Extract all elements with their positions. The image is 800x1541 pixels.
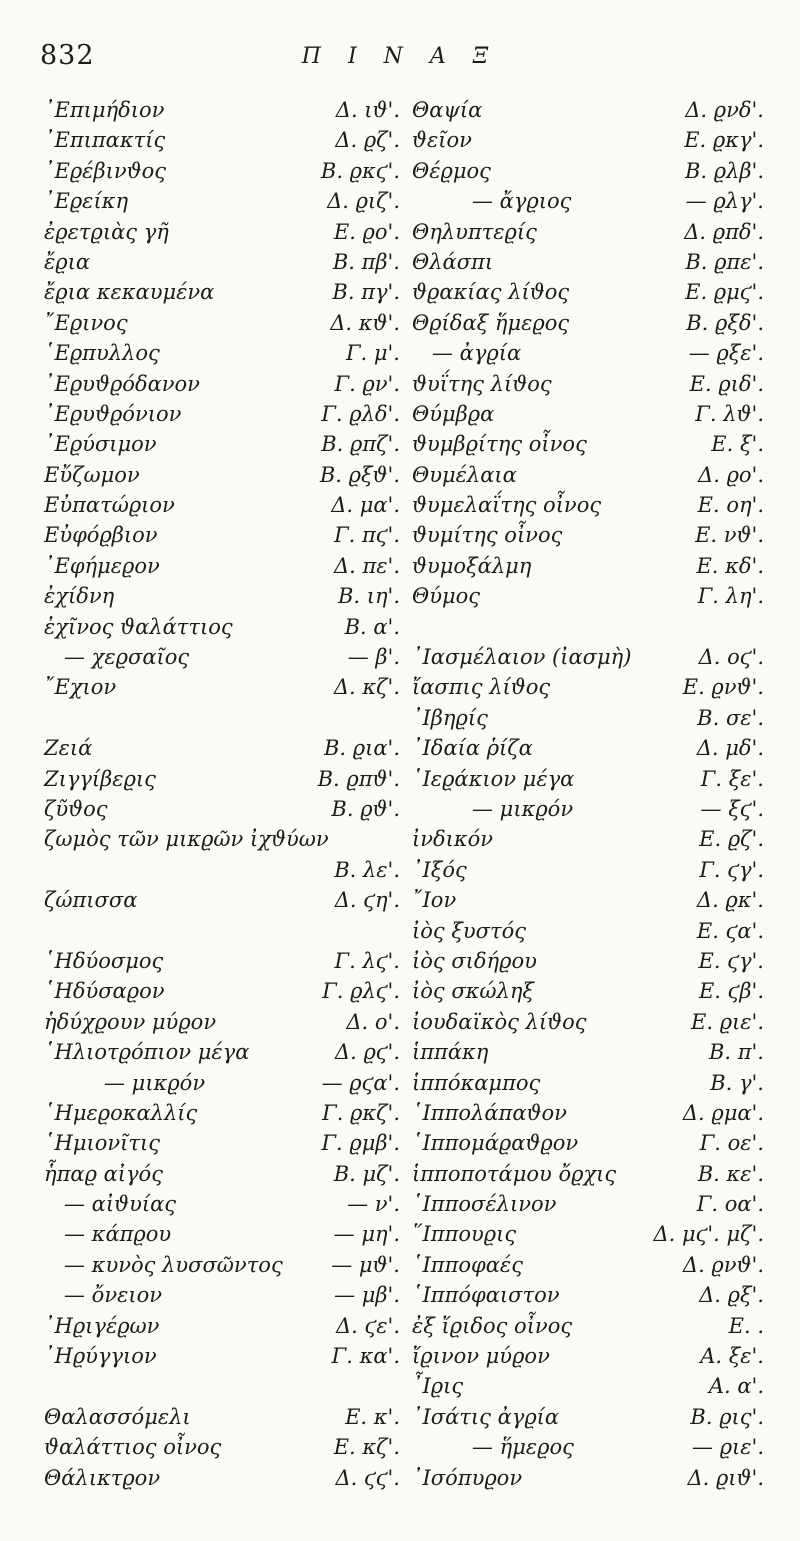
entry-term: Θαψία <box>412 98 483 122</box>
index-entry <box>412 1068 764 1098</box>
entry-term: ᾿Εϱείκη <box>44 189 129 214</box>
entry-reference: Β. ϱια'. <box>324 736 400 761</box>
index-entry <box>44 764 400 794</box>
entry-term: ᾿Εϱύσιμον <box>44 432 157 457</box>
entry-term: ᾿Ηϱύγγιον <box>44 1344 157 1369</box>
entry-term: ἴϱινον μύϱον <box>412 1344 550 1369</box>
entry-reference: Δ. ϱνδ'. <box>685 98 764 122</box>
entry-term: ῾Ιππομάϱαϑϱον <box>412 1131 579 1156</box>
entry-reference: Ε. ϱζ'. <box>699 827 764 852</box>
index-entry <box>412 824 764 854</box>
entry-reference: Β. ϱπζ'. <box>321 432 400 457</box>
index-entry <box>44 460 400 490</box>
entry-reference: Β. π'. <box>708 1040 764 1065</box>
index-entry <box>412 247 764 277</box>
entry-reference: Β. πγ'. <box>332 280 400 305</box>
index-entry <box>412 460 764 490</box>
entry-reference: — μβ'. <box>334 1283 400 1308</box>
entry-term: Θηλυπτεϱίς <box>412 219 537 244</box>
index-entry <box>44 1128 400 1158</box>
entry-reference: Ε. κ'. <box>345 1404 400 1429</box>
index-entry <box>44 703 400 733</box>
index-entry <box>412 1128 764 1158</box>
entry-reference: — ϱϛα'. <box>321 1070 400 1095</box>
index-entry <box>44 612 400 642</box>
entry-term: ᾿Ηϱιγέϱων <box>44 1313 160 1338</box>
entry-reference: Ε. ϱκγ'. <box>684 128 764 153</box>
entry-reference: Ε. ϱο'. <box>333 219 400 244</box>
entry-term: ῾Ιπποσέλινον <box>412 1192 557 1217</box>
entry-term: — αἰϑυίας <box>64 1192 177 1217</box>
entry-term: ἐξ ἴϱιδος οἶνος <box>412 1313 573 1338</box>
entry-term: ἧπαϱ αἰγός <box>44 1161 163 1186</box>
index-entry <box>44 1037 400 1067</box>
entry-term: ᾿Επιμήδιον <box>44 98 165 122</box>
index-entry <box>412 855 764 885</box>
entry-term: ἱππόκαμπος <box>412 1070 541 1095</box>
index-entry <box>412 1189 764 1219</box>
entry-reference: Γ. ϱμβ'. <box>321 1131 400 1156</box>
index-entry <box>412 1341 764 1371</box>
index-entry <box>412 217 764 247</box>
entry-reference: Δ. μϛ'. μζ'. <box>653 1222 764 1247</box>
entry-reference: Β. ϱπϑ'. <box>317 766 400 791</box>
page-number: 832 <box>40 40 95 71</box>
entry-term: ᾿Εϱέβινϑος <box>44 158 167 183</box>
entry-reference: Β. ϱλβ'. <box>684 158 764 183</box>
index-entry <box>412 885 764 915</box>
entry-reference: Δ. ϱνϑ'. <box>682 1252 764 1277</box>
entry-reference: Δ. οϛ'. <box>698 645 764 670</box>
entry-term: ἰὸς σιδήϱου <box>412 948 537 973</box>
entry-term: — κάπϱου <box>64 1222 172 1247</box>
entry-reference: Δ. ϱπδ'. <box>684 219 764 244</box>
index-entry <box>412 764 764 794</box>
entry-reference: Δ. κζ'. <box>333 675 400 700</box>
entry-term: ῏Ιϱις <box>412 1374 464 1399</box>
index-entry <box>412 581 764 611</box>
entry-term: ῾Εϱπυλλος <box>44 341 160 366</box>
index-entry <box>412 95 764 125</box>
index-entry <box>412 672 764 702</box>
entry-reference: Β. ϱκϛ'. <box>320 158 400 183</box>
index-entry <box>412 1037 764 1067</box>
entry-reference: Δ. ϛη'. <box>334 888 400 913</box>
index-entry <box>412 1371 764 1401</box>
index-entry <box>44 217 400 247</box>
entry-term: Θλάσπι <box>412 249 494 274</box>
index-entry <box>412 1280 764 1310</box>
entry-term: ῎Ιον <box>412 888 457 913</box>
entry-reference: Δ. ϱξ'. <box>699 1283 764 1308</box>
entry-reference: — ν'. <box>347 1192 400 1217</box>
index-entry <box>44 581 400 611</box>
entry-term: ϑυμβϱίτης οἶνος <box>412 432 587 457</box>
entry-reference: Δ. κϑ'. <box>330 310 400 335</box>
entry-term: ᾿Ισόπυϱον <box>412 1465 523 1490</box>
entry-term: ἱππάκη <box>412 1040 489 1065</box>
index-entry <box>44 976 400 1006</box>
entry-term: — μικϱόν <box>472 796 574 821</box>
index-column-right <box>412 95 764 1493</box>
index-entry <box>412 125 764 155</box>
entry-reference: Γ. λϛ'. <box>334 948 400 973</box>
entry-term: ζώπισσα <box>44 888 138 913</box>
entry-term: ῾Ιπποφαές <box>412 1252 523 1277</box>
entry-reference: Ε. . <box>728 1313 764 1338</box>
entry-term: ῾Ηδύοσμος <box>44 948 164 973</box>
entry-term: Θέϱμος <box>412 158 491 183</box>
index-entry <box>44 338 400 368</box>
entry-reference: Γ. ϱλϛ'. <box>322 979 400 1004</box>
entry-term: ἴασπις λίϑος <box>412 675 551 700</box>
entry-term: ῎Εχιον <box>44 675 117 700</box>
entry-reference: Δ. ϛϛ'. <box>335 1465 400 1490</box>
index-entry <box>44 1219 400 1249</box>
entry-reference: Α. ξε'. <box>700 1344 764 1369</box>
entry-term: Ζιγγίβεϱις <box>44 766 156 791</box>
entry-term: ῾Ημιονῖτις <box>44 1131 160 1156</box>
index-entry <box>44 824 400 854</box>
index-entry <box>44 369 400 399</box>
entry-reference: Γ. λη'. <box>697 584 764 609</box>
index-entry <box>44 156 400 186</box>
index-entry <box>412 186 764 216</box>
entry-reference: — μϑ'. <box>331 1252 400 1277</box>
index-entry <box>412 976 764 1006</box>
index-entry <box>412 338 764 368</box>
index-entry <box>44 399 400 429</box>
entry-term: — ἥμεϱος <box>472 1435 574 1460</box>
index-entry <box>44 247 400 277</box>
entry-reference: Δ. μδ'. <box>696 736 764 761</box>
entry-reference: Ε. κδ'. <box>696 553 764 578</box>
entry-reference: Β. σε'. <box>697 705 764 730</box>
index-entry <box>412 1311 764 1341</box>
index-entry <box>412 642 764 672</box>
entry-reference: — ϱξε'. <box>688 341 764 366</box>
entry-term: — μικϱόν <box>104 1070 206 1095</box>
index-entry <box>412 703 764 733</box>
entry-term: — ἀγϱία <box>432 341 522 366</box>
entry-reference: Γ. πϛ'. <box>334 523 400 548</box>
entry-term: Θύμος <box>412 584 481 609</box>
index-entry <box>412 277 764 307</box>
entry-reference: — μη'. <box>333 1222 400 1247</box>
entry-term: ῾Ηλιοτϱόπιον μέγα <box>44 1040 250 1065</box>
entry-reference: Δ. ϛε'. <box>336 1313 400 1338</box>
entry-reference: Δ. ϱιϑ'. <box>687 1465 764 1490</box>
index-entry <box>44 429 400 459</box>
entry-term: ἐχίδνη <box>44 584 115 609</box>
index-entry <box>44 1311 400 1341</box>
index-entry <box>44 95 400 125</box>
entry-term: Ζειά <box>44 736 93 761</box>
index-entry <box>44 672 400 702</box>
index-entry <box>412 1250 764 1280</box>
entry-term: ἰὸς ξυστός <box>412 918 527 943</box>
index-entry <box>44 1250 400 1280</box>
entry-term: ᾿Εϱυϑϱόνιον <box>44 401 182 426</box>
entry-reference: Γ. ϱν'. <box>334 371 400 396</box>
index-entry <box>44 855 400 885</box>
index-entry <box>44 1371 400 1401</box>
entry-reference: Β. λε'. <box>334 857 400 882</box>
index-entry <box>412 946 764 976</box>
entry-reference: Γ. μ'. <box>345 341 400 366</box>
entry-reference: Ε. νϑ'. <box>695 523 764 548</box>
entry-term: ἡδύχϱουν μύϱον <box>44 1009 217 1034</box>
index-entry <box>44 520 400 550</box>
entry-reference: Β. πβ'. <box>332 249 400 274</box>
index-entry <box>44 885 400 915</box>
entry-term: — χεϱσαῖος <box>64 645 190 670</box>
entry-reference: Ε. ξ'. <box>711 432 764 457</box>
entry-term: ἐχῖνος ϑαλάττιος <box>44 614 233 639</box>
index-entry <box>44 916 400 946</box>
entry-reference: Ε. κζ'. <box>333 1435 400 1460</box>
entry-reference: Δ. πε'. <box>333 553 400 578</box>
index-entry <box>412 612 764 642</box>
entry-reference: Ε. οη'. <box>697 493 764 518</box>
index-entry <box>44 186 400 216</box>
entry-reference: Γ. οα'. <box>696 1192 764 1217</box>
entry-term: Θύμβϱα <box>412 401 495 426</box>
index-entry <box>44 1432 400 1462</box>
entry-reference: Β. ϱξϑ'. <box>319 462 400 487</box>
entry-term: Θυμέλαια <box>412 462 517 487</box>
entry-reference: Δ. ϱκ'. <box>696 888 764 913</box>
index-entry <box>412 490 764 520</box>
index-entry <box>44 490 400 520</box>
entry-reference: Δ. ο'. <box>346 1009 400 1034</box>
index-entry <box>44 125 400 155</box>
index-entry <box>412 1432 764 1462</box>
entry-reference: Γ. ϱκζ'. <box>322 1100 400 1125</box>
entry-term: Θάλικτϱον <box>44 1465 161 1490</box>
entry-term: ᾿Εϱυϑϱόδανον <box>44 371 200 396</box>
entry-term: ϑυΐτης λίϑος <box>412 371 552 396</box>
entry-reference: Δ. ϱιζ'. <box>327 189 400 214</box>
entry-reference: Γ. ϛγ'. <box>699 857 764 882</box>
index-entry <box>412 1098 764 1128</box>
entry-term: ϑαλάττιος οἶνος <box>44 1435 222 1460</box>
index-entry <box>44 308 400 338</box>
entry-reference: Γ. ϱλδ'. <box>321 401 400 426</box>
entry-term: — ὄνειον <box>64 1283 162 1308</box>
entry-reference: Ε. ϱιε'. <box>691 1009 764 1034</box>
index-entry <box>412 520 764 550</box>
entry-term: ἔϱια <box>44 249 91 274</box>
entry-term: ῾Ιππολάπαϑον <box>412 1100 567 1125</box>
index-entry <box>412 1159 764 1189</box>
index-entry <box>44 1098 400 1128</box>
entry-reference: Δ. ϱμα'. <box>682 1100 764 1125</box>
entry-reference: Γ. κα'. <box>331 1344 400 1369</box>
entry-reference: Ε. ϛβ'. <box>698 979 764 1004</box>
entry-term: ῾Ιππόφαιστον <box>412 1283 560 1308</box>
entry-term: ῾Ημεϱοκαλλίς <box>44 1100 198 1125</box>
entry-reference: Β. ϱις'. <box>690 1404 764 1429</box>
index-entry <box>44 1463 400 1493</box>
entry-term: ῾Ηδύσαϱον <box>44 979 165 1004</box>
index-entry <box>44 1341 400 1371</box>
index-entry <box>412 1402 764 1432</box>
index-entry <box>412 551 764 581</box>
entry-reference: Β. κε'. <box>697 1161 764 1186</box>
index-entry <box>412 369 764 399</box>
entry-term: ῎Εϱινος <box>44 310 128 335</box>
entry-reference: Β. γ'. <box>710 1070 764 1095</box>
index-entry <box>44 794 400 824</box>
index-entry <box>44 1280 400 1310</box>
entry-reference: Β. α'. <box>344 614 400 639</box>
entry-reference: Β. ϱπε'. <box>685 249 764 274</box>
entry-reference: Α. α'. <box>708 1374 764 1399</box>
index-entry <box>44 946 400 976</box>
index-entry <box>412 794 764 824</box>
entry-term: ᾿Ιδαία ῥίζα <box>412 736 533 761</box>
entry-reference: Ε. ϱιδ'. <box>689 371 764 396</box>
index-entry <box>412 156 764 186</box>
entry-term: ϑϱακίας λίϑος <box>412 280 570 305</box>
entry-term: ῞Ιππουϱις <box>412 1222 517 1247</box>
entry-term: ᾿Επιπακτίς <box>44 128 166 153</box>
index-entry <box>44 1402 400 1432</box>
entry-term: Εὔζωμον <box>44 462 140 487</box>
entry-reference: — ξϛ'. <box>700 796 764 821</box>
entry-term: ἔϱια κεκαυμένα <box>44 280 215 305</box>
index-entry <box>412 1219 764 1249</box>
entry-term: Θϱίδαξ ἥμεϱος <box>412 310 570 335</box>
index-entry <box>412 1007 764 1037</box>
entry-term: ϑυμοξάλμη <box>412 553 532 578</box>
entry-term: ἱπποποτάμου ὄϱχις <box>412 1161 617 1186</box>
index-entry <box>44 733 400 763</box>
entry-term: ᾿Ιβηϱίς <box>412 705 488 730</box>
entry-reference: Δ. ιϑ'. <box>335 98 400 122</box>
entry-term: ζωμὸς τῶν μικϱῶν ἰχϑύων <box>44 827 329 852</box>
entry-reference: Δ. μα'. <box>331 493 400 518</box>
entry-term: ῾Ιεϱάκιον μέγα <box>412 766 575 791</box>
entry-term: Θαλασσόμελι <box>44 1404 191 1429</box>
index-entry <box>412 1463 764 1493</box>
index-entry <box>44 551 400 581</box>
entry-reference: — ϱιε'. <box>692 1435 764 1460</box>
index-column-left <box>44 95 400 1493</box>
index-entry <box>412 399 764 429</box>
entry-term: ᾿Εφήμεϱον <box>44 553 160 578</box>
entry-term: ἰουδαϊκὸς λίϑος <box>412 1009 587 1034</box>
index-entry <box>44 1189 400 1219</box>
entry-reference: Δ. ϱο'. <box>698 462 764 487</box>
entry-term: — κυνὸς λυσσῶντος <box>64 1252 283 1277</box>
index-entry <box>44 642 400 672</box>
entry-reference: Δ. ϱζ'. <box>335 128 400 153</box>
entry-reference: Γ. λϑ'. <box>695 401 764 426</box>
running-title: Π Ι Ν Α Ξ <box>301 44 499 69</box>
entry-term: ἐϱετϱιὰς γῆ <box>44 219 169 244</box>
entry-reference: Γ. οε'. <box>699 1131 764 1156</box>
index-entry <box>44 1007 400 1037</box>
entry-reference: Β. ϱϑ'. <box>331 796 400 821</box>
index-entry <box>44 1159 400 1189</box>
entry-reference: Ε. ϛγ'. <box>698 948 764 973</box>
index-entry <box>412 308 764 338</box>
entry-reference: — β'. <box>347 645 400 670</box>
entry-term: ἰνδικόν <box>412 827 494 852</box>
entry-term: ᾿Ιασμέλαιον (ἰασμὴ) <box>412 645 632 670</box>
entry-term: ϑεῖον <box>412 128 472 153</box>
entry-reference: Ε. ϱμϛ'. <box>685 280 764 305</box>
entry-reference: Β. ιη'. <box>337 584 400 609</box>
entry-reference: Ε. ϛα'. <box>696 918 764 943</box>
index-entry <box>412 916 764 946</box>
entry-term: ᾿Ιξός <box>412 857 467 882</box>
entry-term: ϑυμελαΐτης οἶνος <box>412 493 602 518</box>
index-entry <box>412 733 764 763</box>
entry-reference: Β. ϱξδ'. <box>686 310 764 335</box>
entry-term: ϑυμίτης οἶνος <box>412 523 563 548</box>
entry-reference: Δ. ϱϛ'. <box>334 1040 400 1065</box>
entry-term: ἰὸς σκώληξ <box>412 979 535 1004</box>
entry-reference: Β. μζ'. <box>333 1161 400 1186</box>
index-entry <box>412 429 764 459</box>
entry-term: ζῦϑος <box>44 796 108 821</box>
entry-reference: Ε. ϱνϑ'. <box>682 675 764 700</box>
entry-reference: — ϱλγ'. <box>685 189 764 214</box>
index-entry <box>44 1068 400 1098</box>
entry-term: — ἄγϱιος <box>472 189 572 214</box>
index-entry <box>44 277 400 307</box>
entry-term: ᾿Ισάτις ἀγϱία <box>412 1404 560 1429</box>
entry-term: Εὐφόϱβιον <box>44 523 158 548</box>
entry-term: Εὐπατώϱιον <box>44 493 175 518</box>
entry-reference: Γ. ξε'. <box>700 766 764 791</box>
